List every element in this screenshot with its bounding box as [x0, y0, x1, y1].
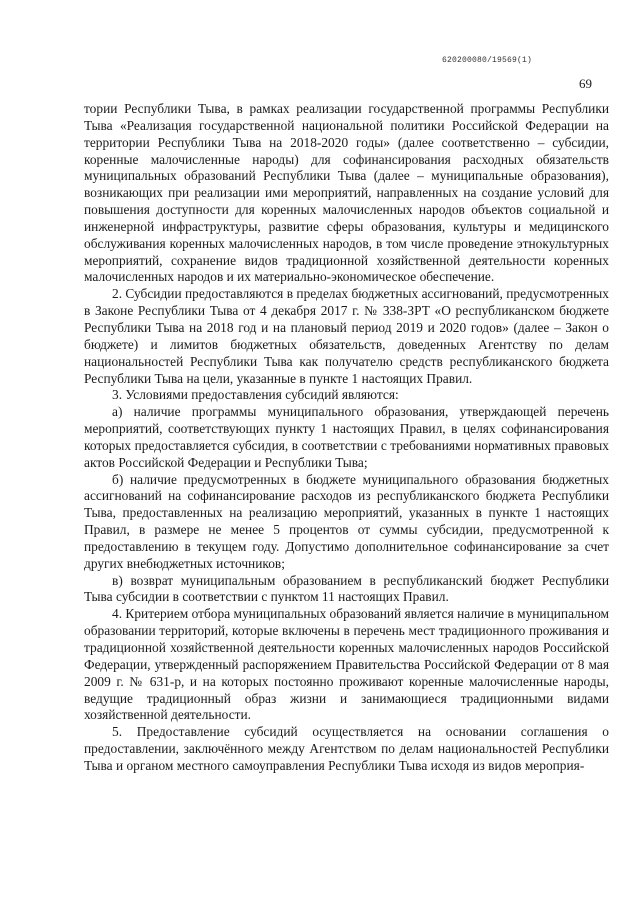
paragraph-3b: б) наличие предусмотренных в бюджете муниципального образования бюджетных ассигнований на софинансирование расходов из республиканского бюджета Республики Тыва, предоставленных на реализацию мероприятий, указанных в пункте 1 настоящих Правил, в размере не менее 5 процентов от суммы субсидии, предусмотренной к предоставлению в текущем году. Допустимо дополнительное софинансирование за счет других внебюджетных источников;	[84, 471, 609, 571]
document-id: 620200080/19569(1)	[441, 56, 532, 65]
paragraph-3a: а) наличие программы муниципального образования, утверждающей перечень мероприятий, соответствующих пункту 1 настоящих Правил, в целях софинансирования которых предоставляется субсидия, в соответствии с требованиями нормативных правовых актов Российской Федерации и Республики Тыва;	[84, 404, 609, 470]
paragraph-2: 2. Субсидии предоставляются в пределах бюджетных ассигнований, предусмотренных в Законе Республики Тыва от 4 декабря 2017 г. № 338-ЗРТ «О республиканском бюджете Республики Тыва на 2018 год и на плановый период 2019 и 2020 годов» (далее – Закон о бюджете) и лимитов бюджетных обязательств, доведенных Агентству по делам национальностей Республики Тыва как получателю средств республиканского бюджета Республики Тыва на цели, указанные в пункте 1 настоящих Правил.	[84, 286, 609, 386]
paragraph-4: 4. Критерием отбора муниципальных образований является наличие в муниципальном образовании территорий, которые включены в перечень мест традиционного проживания и традиционной хозяйственной деятельности коренных малочисленных народов Российской Федерации, утвержденный распоряжением Правительства Российской Федерации от 8 мая 2009 г. № 631-р, и на которых постоянно проживают коренные малочисленные народы, ведущие традиционный образ жизни и занимающиеся традиционными видами хозяйственной деятельности.	[84, 606, 609, 723]
page-number: 69	[579, 76, 592, 91]
paragraph-3: 3. Условиями предоставления субсидий являются:	[112, 387, 399, 403]
paragraph-3c: в) возврат муниципальным образованием в республиканский бюджет Республики Тыва субсидии в соответствии с пунктом 11 настоящих Правил.	[84, 572, 609, 605]
paragraph-continuation: тории Республики Тыва, в рамках реализации государственной программы Республики Тыва «Реализация государственной национальной политики Российской Федерации на территории Республики Тыва на 2018-2020 годы» (далее соответственно – субсидии, коренные малочисленные народы) для софинансирования расходных обязательств муниципальных образований Республики Тыва (далее – муниципальные образования), возникающих при реализации ими мероприятий, направленных на создание условий для повышения доступности для коренных малочисленных народов объектов социальной и инженерной инфраструктуры, развитие сферы образования, культуры и медицинского обслуживания коренных малочисленных народов, в том числе проведение этнокультурных мероприятий, сохранение видов традиционной хозяйственной деятельности коренных малочисленных народов и их материально-экономическое обеспечение.	[84, 101, 609, 285]
paragraph-5: 5. Предоставление субсидий осуществляется на основании соглашения о предоставлении, заключённого между Агентством по делам национальностей Республики Тыва и органом местного самоуправления Республики Тыва исходя из видов мероприя-	[84, 724, 609, 773]
document-body	[84, 101, 609, 775]
